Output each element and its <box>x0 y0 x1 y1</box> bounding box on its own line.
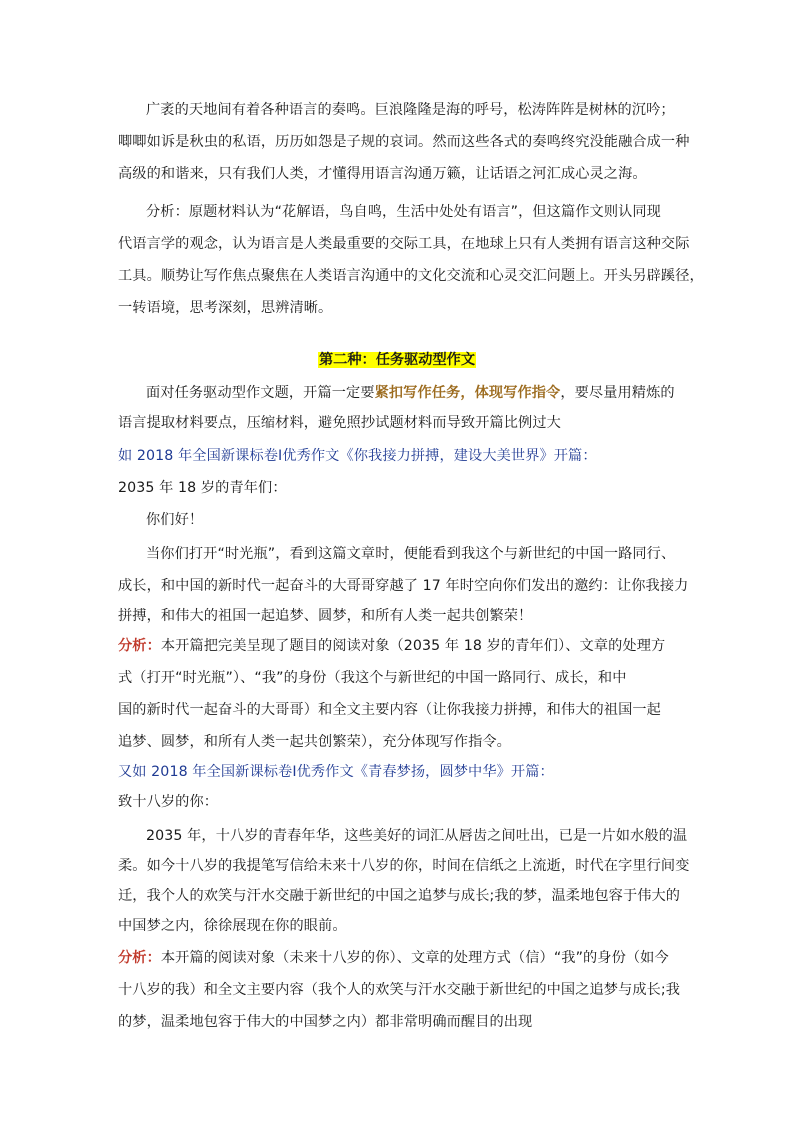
example1-body-line-2: 成长，和中国的新时代一起奋斗的大哥哥穿越了 17 年时空向你们发出的邀约：让你我接力 <box>118 578 689 594</box>
example2-analysis-line-1 <box>118 948 678 968</box>
example1-body-line-3: 拼搏，和伟大的祖国一起追梦、圆梦，和所有人类一起共创繁荣！ <box>118 608 533 624</box>
example2-body-line-3: 迁，我个人的欢笑与汗水交融于新世纪的中国之追梦与成长;我的梦，温柔地包容于伟大的 <box>118 888 681 904</box>
analysis1-line-4: 一转语境，思考深刻，思辨清晰。 <box>118 300 333 316</box>
example2-analysis-line-2: 十八岁的我）和全文主要内容（我个人的欢笑与汗水交融于新世纪的中国之追梦与成长;我 <box>118 982 681 998</box>
task-line-2: 语言提取材料要点，压缩材料，避免照抄试题材料而导致开篇比例过大 <box>118 415 561 431</box>
intro-line-1: 广袤的天地间有着各种语言的奏鸣。巨浪隆隆是海的呼号，松涛阵阵是树林的沉吟； <box>146 102 675 118</box>
analysis1-line-2: 代语言学的观念，认为语言是人类最重要的交际工具，在地球上只有人类拥有语言这种交际 <box>118 236 690 252</box>
example2-analysis-line-3: 的梦，温柔地包容于伟大的中国梦之内）都非常明确而醒目的出现 <box>118 1014 533 1030</box>
example2-body-line-2: 柔。如今十八岁的我提笔写信给未来十八岁的你，时间在信纸之上流逝，时代在字里行间变 <box>118 858 690 874</box>
example1-salutation: 2035 年 18 岁的青年们： <box>118 480 287 496</box>
example1-analysis-line-3: 国的新时代一起奋斗的大哥哥）和全文主要内容（让你我接力拼搏，和伟大的祖国一起 <box>118 702 661 718</box>
analysis1-line-3: 工具。顺势让写作焦点聚焦在人类语言沟通中的文化交流和心灵交汇问题上。开头另辟蹊径， <box>118 268 704 284</box>
section-heading <box>0 350 794 370</box>
intro-line-3: 高级的和谐来，只有我们人类，才懂得用语言沟通万籁，让话语之河汇成心灵之海。 <box>118 166 647 182</box>
example2-analysis-text-1: 本开篇的阅读对象（未来十八岁的你）、文章的处理方式（信）“我”的身份（如今 <box>160 950 669 966</box>
section-title: 第二种：任务驱动型作文 <box>318 352 476 368</box>
task-line-1 <box>146 383 678 403</box>
analysis1-line-1: 分析：原题材料认为“花解语，鸟自鸣，生活中处处有语言”，但这篇作文则认同现 <box>146 204 661 220</box>
example2-body-line-1: 2035 年，十八岁的青春年华，这些美好的词汇从唇齿之间吐出，已是一片如水般的温 <box>146 828 688 844</box>
example1-analysis-line-2: 式（打开“时光瓶”）、“我”的身份（我这个与新世纪的中国一路同行、成长，和中 <box>118 670 627 686</box>
example1-greeting: 你们好！ <box>146 512 204 528</box>
example1-body-line-1: 当你们打开“时光瓶”，看到这篇文章时，便能看到我这个与新世纪的中国一路同行、 <box>146 546 676 562</box>
example2-salutation: 致十八岁的你： <box>118 794 219 810</box>
task-line-1-pre: 面对任务驱动型作文题，开篇一定要 <box>146 385 375 401</box>
example1-analysis-line-1 <box>118 636 678 656</box>
example2-intro: 又如 2018 年全国新课标卷Ⅰ优秀作文《青春梦扬，圆梦中华》开篇： <box>118 764 554 780</box>
task-line-1-post: ，要尽量用精炼的 <box>560 385 675 401</box>
example1-analysis-label: 分析： <box>118 638 161 654</box>
intro-line-2: 唧唧如诉是秋虫的私语，历历如怨是子规的哀词。然而这些各式的奏鸣终究没能融合成一种 <box>118 134 690 150</box>
task-emphasis: 紧扣写作任务，体现写作指令 <box>374 385 561 401</box>
example1-intro: 如 2018 年全国新课标卷Ⅰ优秀作文《你我接力拼搏，建设大美世界》开篇： <box>118 448 597 464</box>
example1-analysis-line-4: 追梦、圆梦，和所有人类一起共创繁荣），充分体现写作指令。 <box>118 734 511 750</box>
example2-body-line-4: 中国梦之内，徐徐展现在你的眼前。 <box>118 918 347 934</box>
example1-analysis-text-1: 本开篇把完美呈现了题目的阅读对象（2035 年 18 岁的青年们）、文章的处理方 <box>160 638 666 654</box>
example2-analysis-label: 分析： <box>118 950 161 966</box>
